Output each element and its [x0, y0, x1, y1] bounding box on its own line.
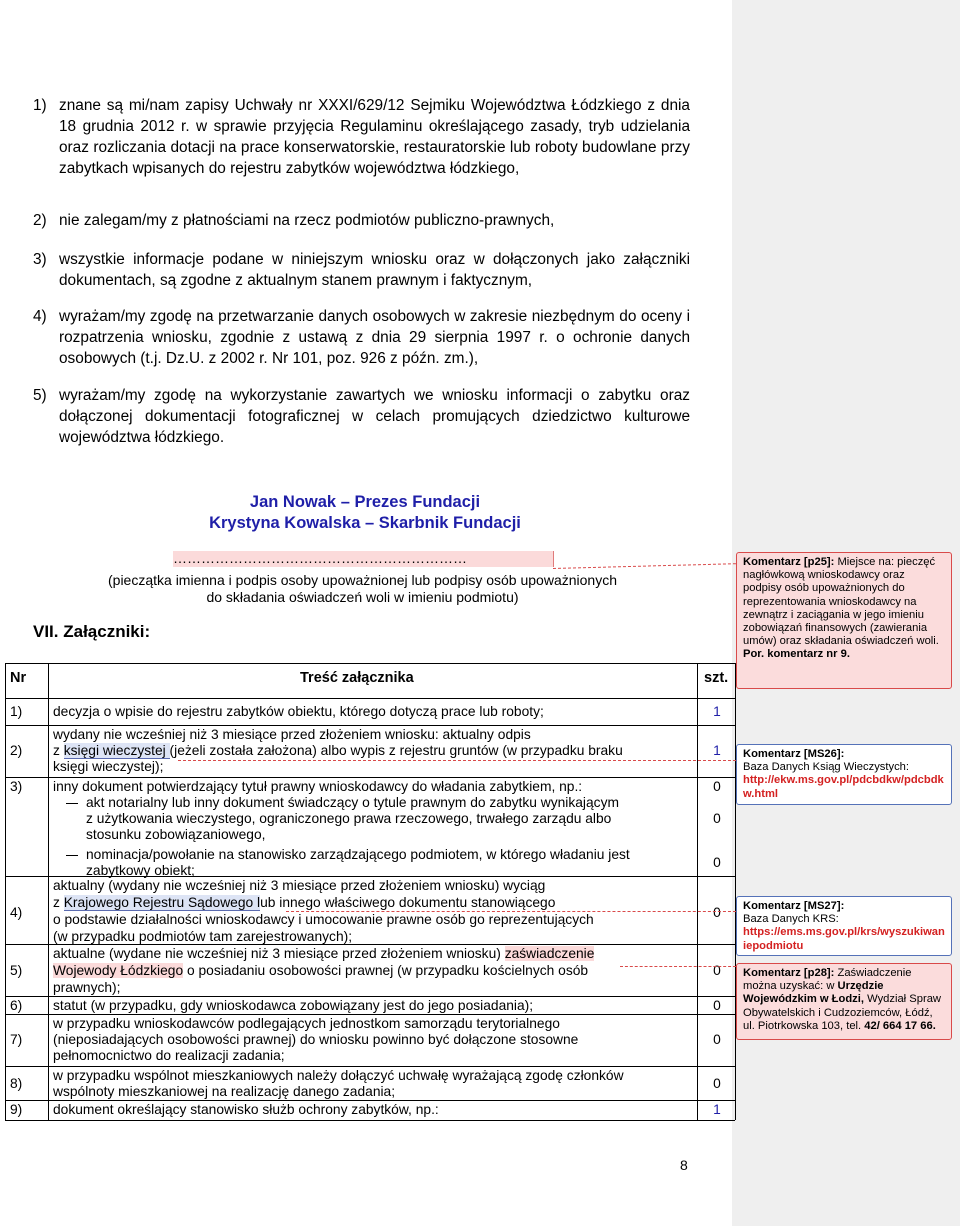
table-rule: [5, 663, 735, 664]
row-text: nominacja/powołanie na stanowisko zarządzającego podmiotem, w którego władaniu jest: [86, 847, 630, 862]
row-text-part: ub innego właściwego dokumentu stanowiącego: [260, 895, 556, 910]
row-text-part: o posiadaniu osobowości prawnej (w przypadku kościelnych osób: [183, 963, 589, 978]
row-text: [53, 895, 555, 911]
table-rule: [48, 663, 49, 1120]
declaration-number: 4): [33, 308, 47, 325]
stamp-caption-2: do składania oświadczeń woli w imieniu podmiotu): [206, 589, 519, 605]
row-text: decyzja o wpisie do rejestru zabytków obiektu, którego dotyczą prace lub roboty;: [53, 704, 544, 719]
signature-dots: ………………………………………………………: [173, 551, 554, 567]
stamp-caption-1: (pieczątka imienna i podpis osoby upoważnionej lub podpisy osób upoważnionych: [108, 572, 617, 588]
signatory-1: Jan Nowak – Prezes Fundacji: [249, 493, 481, 511]
row-text: aktualny (wydany nie wcześniej niż 3 miesiące przed złożeniem wniosku) wyciąg: [53, 878, 546, 893]
declaration-text: wszystkie informacje podane w niniejszym wniosku oraz w dołączonych jako załączniki dokumentach, są zgodne z aktualnym stanem prawnym i faktycznym,: [59, 251, 690, 289]
comment-p25[interactable]: [736, 552, 952, 689]
table-rule: [697, 663, 698, 1120]
table-rule: [5, 725, 735, 726]
highlight-krs: Krajowego Rejestru Sądowego l: [63, 895, 261, 910]
comment-bold: 42/ 664 17 66.: [864, 1019, 936, 1032]
row-number: 1): [10, 704, 23, 719]
comment-ref: Por. komentarz nr 9.: [743, 648, 850, 661]
highlight-ksiegi: księgi wieczystej: [63, 743, 170, 758]
row-qty: 1: [713, 1102, 721, 1117]
comment-text: Baza Danych KRS:: [743, 913, 839, 926]
row-qty: 1: [713, 704, 721, 719]
declaration-text: wyrażam/my zgodę na przetwarzanie danych osobowych w zakresie niezbędnym do oceny i rozpatrzenia wniosku, zgodnie z ustawą z dnia 29 sierpnia 1997 r. o ochronie danych osobowych (t.j. Dz.U. z 2002 r. Nr 101, poz. 926 z późn. zm.),: [59, 308, 690, 367]
row-text: stosunku zobowiązaniowego,: [86, 827, 266, 842]
row-qty: 1: [713, 743, 721, 758]
row-text: dokument określający stanowisko służb ochrony zabytków, np.:: [53, 1102, 439, 1117]
row-text: w przypadku wnioskodawców podlegających jednostkom samorządu terytorialnego: [53, 1016, 560, 1031]
comment-leader: [178, 760, 736, 761]
comment-bold: Urzędzie Wojewódzkim w Łodzi,: [743, 980, 884, 1006]
row-qty: 0: [713, 998, 721, 1013]
row-number: 6): [10, 998, 23, 1013]
table-rule: [5, 996, 735, 997]
table-rule: [5, 698, 735, 699]
row-number: 9): [10, 1102, 23, 1117]
row-qty: 0: [713, 963, 721, 978]
signatory-2: Krystyna Kowalska – Skarbnik Fundacji: [209, 514, 521, 532]
declaration-text: nie zalegam/my z płatnościami na rzecz podmiotów publiczno-prawnych,: [59, 212, 555, 229]
row-text: o podstawie działalności wnioskodawcy i umocowanie prawne osób go reprezentujących: [53, 912, 594, 927]
row-text: [53, 743, 623, 759]
declaration-number: 2): [33, 212, 47, 229]
comment-leader: [620, 966, 736, 967]
highlight-wojewody: Wojewody Łódzkiego: [53, 963, 184, 978]
table-rule: [735, 663, 736, 1120]
row-text: prawnych);: [53, 980, 121, 995]
row-text: pełnomocnictwo do realizacji zadania;: [53, 1048, 285, 1063]
table-rule: [5, 1014, 735, 1015]
row-text: [53, 946, 594, 962]
comment-leader: [553, 563, 736, 569]
row-text: [53, 963, 588, 979]
declaration-number: 3): [33, 251, 47, 268]
header-qty: szt.: [704, 670, 729, 686]
row-qty: 0: [713, 1076, 721, 1091]
row-text: (nieposiadających osobowości prawnej) do wniosku powinno być dołączone stosowne: [53, 1032, 579, 1047]
declaration-text: znane są mi/nam zapisy Uchwały nr XXXI/629/12 Sejmiku Województwa Łódzkiego z dnia 18 grudnia 2012 r. w sprawie przyjęcia Regulaminu określającego zasady, tryb udzielania oraz rozliczania dotacji na prace konserwatorskie, restauratorskie lub roboty budowlane przy zabytkach wpisanych do rejestru zabytków województwa łódzkiego,: [59, 97, 690, 177]
declaration-number: 1): [33, 97, 47, 114]
row-number: 4): [10, 905, 23, 920]
row-number: 2): [10, 743, 23, 758]
table-rule: [5, 1066, 735, 1067]
comment-text: Baza Danych Ksiąg Wieczystych:: [743, 761, 910, 774]
bullet-dash: [66, 855, 78, 856]
row-text: statut (w przypadku, gdy wnioskodawca zobowiązany jest do jego posiadania);: [53, 998, 534, 1013]
row-qty: 0: [713, 1032, 721, 1047]
row-text: akt notarialny lub inny dokument świadczący o tytule prawnym do zabytku wynikającym: [86, 795, 619, 810]
row-text-part: aktualne (wydane nie wcześniej niż 3 miesiące przed złożeniem wniosku): [53, 946, 505, 961]
comment-text: Wydział Spraw Obywatelskich i Cudzoziemców, Łódź, ul. Piotrkowska 103, tel.: [743, 993, 941, 1032]
row-text-part: z: [53, 743, 64, 758]
comment-link[interactable]: https://ems.ms.gov.pl/krs/wyszukiwaniepodmiotu: [743, 926, 945, 952]
declaration-2: [33, 210, 690, 231]
comment-label: Komentarz [p25]:: [743, 556, 835, 568]
row-text: z użytkowania wieczystego, ograniczonego prawa rzeczowego, trwałego zarządu albo: [86, 811, 612, 826]
declaration-1: [33, 95, 690, 179]
row-qty: 0: [713, 811, 721, 826]
row-text: wydany nie wcześniej niż 3 miesiące przed złożeniem wniosku: aktualny odpis: [53, 727, 531, 742]
comment-label: Komentarz [MS27]:: [743, 900, 845, 912]
declaration-5: [33, 385, 690, 448]
table-rule: [5, 777, 735, 778]
comment-ms27[interactable]: [736, 896, 952, 956]
comment-text: Miejsce na: pieczęć nagłówkową wnioskodawcy oraz podpisy osób upoważnionych do reprezentowania wnioskodawcy na zewnątrz i zaciągania w jego imieniu zobowiązań finansowych (zawierania umów) oraz składania oświadczeń woli.: [743, 556, 939, 648]
header-content: Treść załącznika: [300, 670, 414, 686]
row-number: 7): [10, 1032, 23, 1047]
table-rule: [5, 1100, 735, 1101]
row-qty: 0: [713, 855, 721, 870]
row-text-part: (jeżeli została założona) albo wypis z rejestru gruntów (w przypadku braku: [169, 743, 623, 758]
header-nr: Nr: [10, 670, 27, 686]
declaration-text: wyrażam/my zgodę na wykorzystanie zawartych we wniosku informacji o zabytku oraz dołączonej dokumentacji fotograficznej w celach promujących dziedzictwo kulturowe województwa łódzkiego.: [59, 387, 690, 446]
row-number: 8): [10, 1076, 23, 1091]
comment-leader: [286, 911, 736, 912]
declaration-4: [33, 306, 690, 369]
row-qty: 0: [713, 779, 721, 794]
comment-p28[interactable]: [736, 963, 952, 1040]
declaration-number: 5): [33, 387, 47, 404]
page-number: 8: [680, 1157, 688, 1173]
bullet-dash: [66, 803, 78, 804]
row-qty: 0: [713, 905, 721, 920]
row-text: wspólnoty mieszkaniowej na realizację danego zadania;: [53, 1084, 396, 1099]
row-text-part: z: [53, 895, 64, 910]
row-text: inny dokument potwierdzający tytuł prawny wnioskodawcy do władania zabytkiem, np.:: [53, 779, 583, 794]
table-rule: [5, 1120, 735, 1121]
row-text: w przypadku wspólnot mieszkaniowych należy dołączyć uchwałę wyrażającą zgodę członków: [53, 1068, 624, 1083]
comment-label: Komentarz [MS26]:: [743, 748, 845, 760]
row-text: księgi wieczystej);: [53, 759, 164, 774]
comment-text: Zaświadczenie można uzyskać: w: [743, 967, 912, 993]
table-rule: [5, 663, 6, 1120]
row-text: zabytkowy obiekt;: [86, 863, 195, 878]
row-number: 3): [10, 779, 23, 794]
comment-label: Komentarz [p28]:: [743, 967, 835, 979]
row-text: (w przypadku podmiotów tam zarejestrowanych);: [53, 929, 353, 944]
row-number: 5): [10, 963, 23, 978]
comment-ms26[interactable]: [736, 744, 952, 805]
comment-link[interactable]: http://ekw.ms.gov.pl/pdcbdkw/pdcbdkw.html: [743, 774, 944, 800]
section-title: VII. Załączniki:: [33, 622, 151, 641]
highlight-zaswiadczenie: zaświadczenie: [504, 946, 595, 961]
declaration-3: [33, 249, 690, 291]
